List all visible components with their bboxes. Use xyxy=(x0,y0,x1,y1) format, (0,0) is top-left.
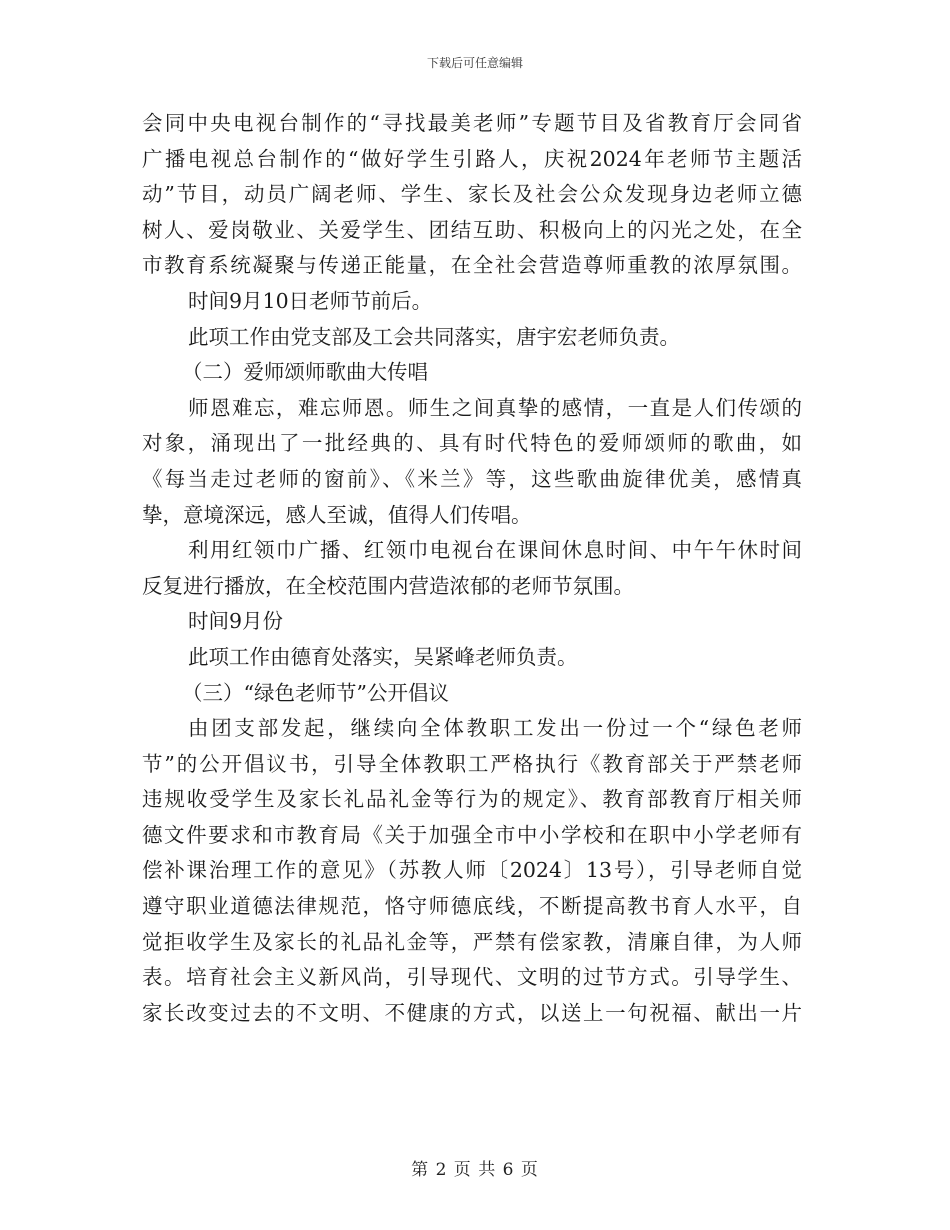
page-number-footer: 第 2 页 共 6 页 xyxy=(411,1160,539,1180)
text-line: 遵守职业道德法律规范，恪守师德底线，不断提高教书育人水平，自 xyxy=(142,894,802,919)
text-line: 树人、爱岗敬业、关爱学生、团结互助、积极向上的闪光之处，在全 xyxy=(142,217,802,242)
text-line: 违规收受学生及家长礼品礼金等行为的规定》、教育部教育厅相关师 xyxy=(142,787,802,812)
section-heading: （二）爱师颂师歌曲大传唱 xyxy=(182,360,428,385)
text-line: 广播电视总台制作的“做好学生引路人，庆祝2024年老师节主题活 xyxy=(142,146,802,171)
text-line: 觉拒收学生及家长的礼品礼金等，严禁有偿家教，清廉自律，为人师 xyxy=(142,929,802,954)
text-line: 表。培育社会主义新风尚，引导现代、文明的过节方式。引导学生、 xyxy=(142,965,802,990)
text-line: 对象，涌现出了一批经典的、具有时代特色的爱师颂师的歌曲，如 xyxy=(142,431,802,456)
text-line: 家长改变过去的不文明、不健康的方式，以送上一句祝福、献出一片 xyxy=(142,1000,802,1025)
text-line: 由团支部发起，继续向全体教职工发出一份过一个“绿色老师 xyxy=(188,716,802,741)
section-heading: （三）“绿色老师节”公开倡议 xyxy=(182,680,449,705)
text-line: 市教育系统凝聚与传递正能量，在全社会营造尊师重教的浓厚氛围。 xyxy=(142,253,802,278)
text-line: 《每当走过老师的窗前》、《米兰》等，这些歌曲旋律优美，感情真 xyxy=(142,466,802,491)
text-line: 节”的公开倡议书，引导全体教职工严格执行《教育部关于严禁老师 xyxy=(142,751,802,776)
text-line: 会同中央电视台制作的“寻找最美老师”专题节目及省教育厅会同省 xyxy=(142,111,802,135)
text-line: 时间9月10日老师节前后。 xyxy=(188,288,433,313)
text-line: 时间9月份 xyxy=(188,609,284,634)
text-line: 挚，意境深远，感人至诚，值得人们传唱。 xyxy=(142,502,532,527)
document-body xyxy=(142,106,802,1031)
text-line: 德文件要求和市教育局《关于加强全市中小学校和在职中小学老师有 xyxy=(142,822,802,847)
text-line: 此项工作由党支部及工会共同落实，唐宇宏老师负责。 xyxy=(188,324,680,349)
text-line: 动”节目，动员广阔老师、学生、家长及社会公众发现身边老师立德 xyxy=(142,182,802,207)
page-header-note: 下载后可任意编辑 xyxy=(426,56,523,70)
text-line: 师恩难忘，难忘师恩。师生之间真挚的感情，一直是人们传颂的 xyxy=(188,395,802,420)
text-line: 偿补课治理工作的意见》（苏教人师〔2024〕13号），引导老师自觉 xyxy=(142,858,802,883)
text-line: 反复进行播放，在全校范围内营造浓郁的老师节氛围。 xyxy=(142,573,634,598)
text-line: 此项工作由德育处落实，吴紧峰老师负责。 xyxy=(188,644,578,669)
text-line: 利用红领巾广播、红领巾电视台在课间休息时间、中午午休时间 xyxy=(188,538,802,563)
